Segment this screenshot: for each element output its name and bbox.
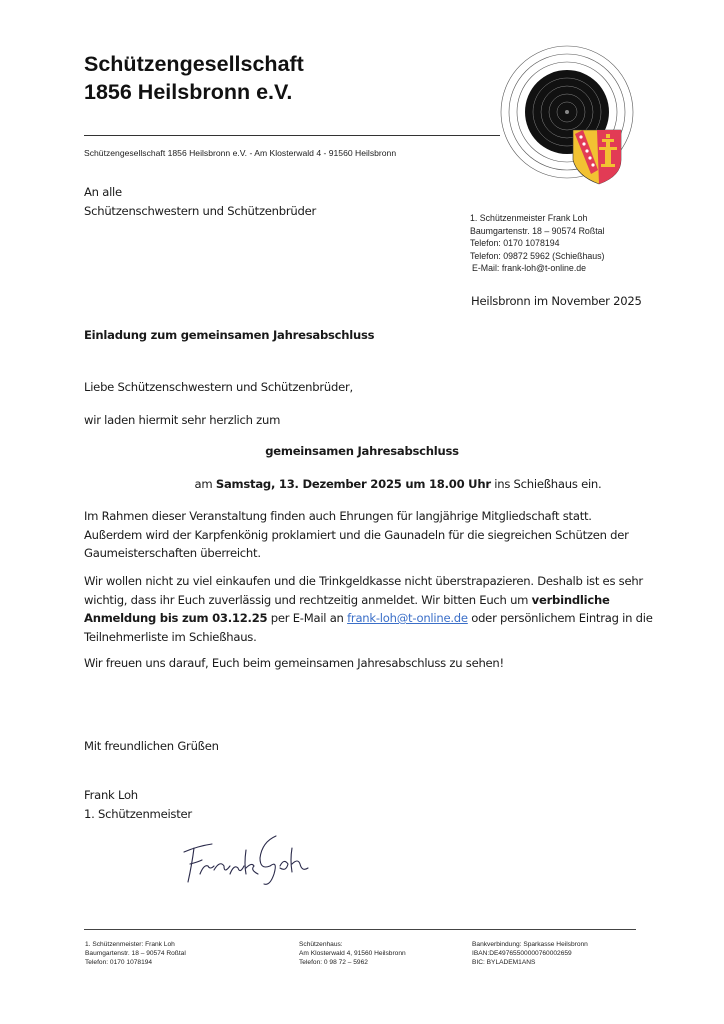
addressee-block: [84, 183, 316, 221]
bold-text: verbindliche: [531, 592, 610, 607]
footer-line: Telefon: 0170 1078194: [85, 959, 153, 967]
handwritten-signature: [180, 830, 320, 890]
closing-greeting: Mit freundlichen Grüßen: [84, 739, 219, 753]
header-divider: [84, 135, 500, 136]
paragraph-line: Wir wollen nicht zu viel einkaufen und die Trinkgeldkasse nicht überstrapazieren. Deshalb ist es sehr: [84, 574, 643, 588]
letter-subject: Einladung zum gemeinsamen Jahresabschluss: [84, 328, 375, 342]
addressee-line2: Schützenschwestern und Schützenbrüder: [84, 204, 316, 218]
paragraph-line: Teilnehmerliste im Schießhaus.: [84, 629, 257, 644]
signer-title: 1. Schützenmeister: [84, 806, 192, 821]
footer-bank-details: [472, 940, 588, 968]
paragraph-line: Gaumeisterschaften überreicht.: [84, 546, 261, 560]
contact-phone-shooting-house: Telefon: 09872 5962 (Schießhaus): [470, 250, 605, 261]
footer-divider: [84, 929, 636, 930]
footer-line: Am Klosterwald 4, 91560 Heilsbronn: [299, 950, 406, 958]
addressee-line1: An alle: [84, 185, 122, 199]
text-span: wichtig, dass ihr Euch zuverlässig und rechtzeitig anmeldet. Wir bitten Euch um: [84, 592, 532, 607]
paragraph-honors: [84, 507, 644, 563]
footer-line: Schützenhaus:: [299, 941, 343, 948]
paragraph-line: [84, 591, 664, 610]
registration-deadline: Anmeldung bis zum 03.12.25: [84, 611, 268, 625]
email-link[interactable]: frank-loh@t-online.de: [347, 611, 468, 625]
contact-name: 1. Schützenmeister Frank Loh: [470, 213, 588, 223]
paragraph-line: Außerdem wird der Karpfenkönig proklamiert und die Gaunadeln für die siegreichen Schützen der: [84, 527, 629, 542]
contact-address: Baumgartenstr. 18 – 90574 Roßtal: [470, 225, 605, 236]
organization-name: [84, 50, 304, 106]
signer-name: Frank Loh: [84, 788, 138, 802]
footer-line: Bankverbindung: Sparkasse Heilsbronn: [472, 941, 588, 948]
paragraph-line: [84, 609, 664, 628]
footer-line: 1. Schützenmeister: Frank Loh: [85, 941, 175, 948]
contact-email: E-Mail: frank-loh@t-online.de: [472, 263, 587, 274]
paragraph-closing-wish: Wir freuen uns darauf, Euch beim gemeinsamen Jahresabschluss zu sehen!: [84, 656, 504, 670]
contact-phone: Telefon: 0170 1078194: [470, 238, 560, 249]
place-date: Heilsbronn im November 2025: [471, 294, 642, 308]
paragraph-line: Im Rahmen dieser Veranstaltung finden auch Ehrungen für langjährige Mitgliedschaft statt.: [84, 509, 592, 523]
event-date: Samstag, 13. Dezember 2025 um 18.00 Uhr: [215, 477, 491, 491]
footer-bic: BIC: BYLADEM1ANS: [472, 959, 536, 967]
event-date-line: [0, 477, 724, 491]
text-span: oder persönlichem Eintrag in die: [467, 611, 653, 625]
footer-line: Baumgartenstr. 18 – 90574 Roßtal: [85, 950, 186, 958]
club-logo-icon: [495, 42, 645, 187]
footer-contact: [85, 940, 186, 968]
contact-block: [470, 212, 605, 275]
salutation: Liebe Schützenschwestern und Schützenbrüder,: [84, 380, 353, 394]
paragraph-registration: [84, 572, 664, 646]
event-title: gemeinsamen Jahresabschluss: [265, 444, 459, 458]
text-span: per E-Mail an: [267, 611, 348, 625]
org-name-line2: 1856 Heilsbronn e.V.: [84, 80, 293, 104]
sender-address-line: Schützengesellschaft 1856 Heilsbronn e.V. - Am Klosterwald 4 - 91560 Heilsbronn: [84, 148, 397, 158]
date-prefix: am: [194, 477, 216, 491]
intro-line: wir laden hiermit sehr herzlich zum: [84, 413, 281, 427]
footer-line: Telefon: 0 98 72 – 5962: [299, 959, 368, 967]
footer-shooting-house: [299, 940, 406, 968]
signer-block: [84, 786, 644, 823]
footer-iban: IBAN:DE49765500000760002659: [472, 950, 572, 958]
org-name-line1: Schützengesellschaft: [84, 52, 304, 76]
date-suffix: ins Schießhaus ein.: [490, 477, 602, 491]
